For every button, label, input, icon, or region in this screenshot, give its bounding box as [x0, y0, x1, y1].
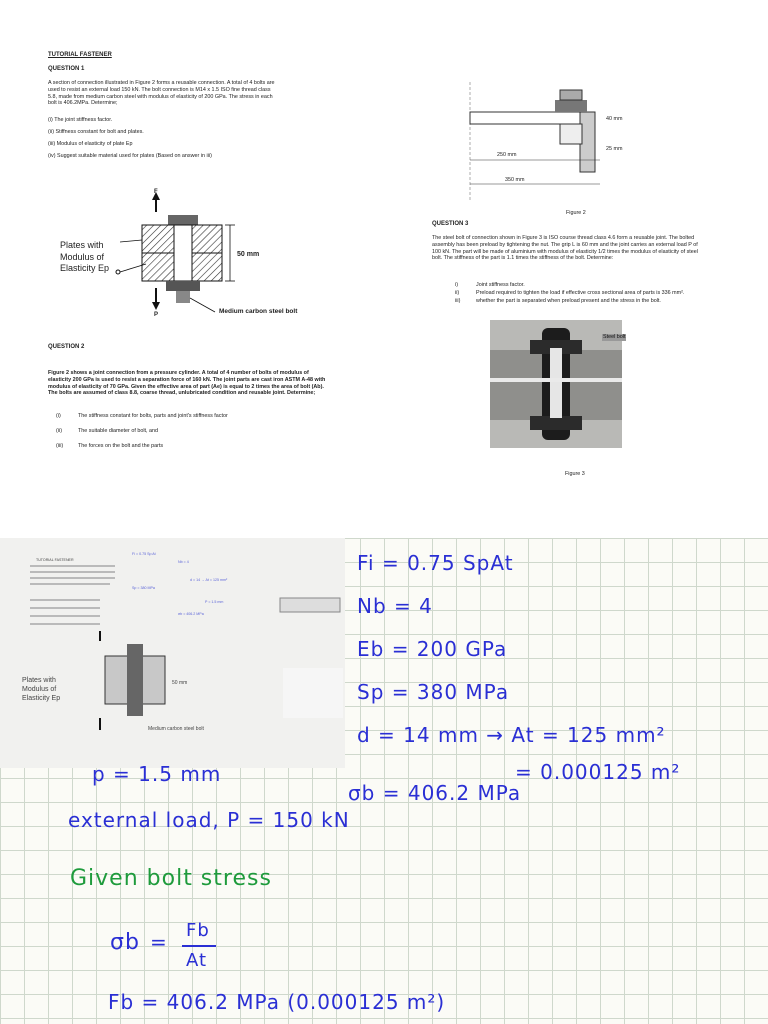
question-1-part: (iv) Suggest suitable material used for plates (Based on answer in iii) — [48, 153, 212, 159]
question-2-part-num: (ii) — [56, 428, 62, 434]
note-line-modulus: Eb = 200 GPa — [357, 637, 508, 661]
question-3-body: The steel bolt of connection shown in Figure 3 is ISO course thread class 4.6 form a reusable joint. The bolted assembly has been preload by tightening the nut. The grip L is 60 mm and the joint carries an external load P of 100 kN. The part will be made of aluminium with modulus of elasticity 1/2 times the modulus of elasticity of steel bolt. The stiffness of the part is 1.1 times the stiffness of the bolt. Determine: — [432, 235, 698, 262]
note-formula-equals: = — [150, 930, 168, 954]
photo-bolt-label: Medium carbon steel bolt — [148, 726, 204, 732]
question-2-heading: QUESTION 2 — [48, 344, 85, 350]
photo-annotation: P = 1.5 mm — [205, 600, 224, 604]
figure-1-bolt-label: Medium carbon steel bolt — [219, 308, 298, 315]
figure-1-force-top: F — [154, 189, 158, 195]
photo-annotation: Sp = 380 MPa — [132, 586, 155, 590]
note-line-proof-strength: Sp = 380 MPa — [357, 680, 510, 704]
figure-2-dimension: 25 mm — [606, 146, 623, 152]
note-line-area: = 0.000125 m² — [515, 760, 681, 784]
figure-2-diagram — [460, 82, 640, 202]
figure-1-plates-label: Plates with Modulus of Elasticity Ep — [60, 240, 110, 274]
photo-annotation: Nb = 4 — [178, 560, 189, 564]
question-2-body: Figure 2 shows a joint connection from a pressure cylinder. A total of 4 number of bolts of modulus of elasticity 200 GPa is used to resist a separation force of 160 kN. The joint parts are cast iron ASTM A-48 with modulus of elasticity of 70 GPa. Given the effective area of part (Ae) is equal to 2 times the area of bolt (Ab). The bolts are assumed of class 8.8, coarse thread, unlubricated condition and reusable joint. Determine; — [48, 370, 326, 397]
photo-plates-label: Plates with Modulus of Elasticity Ep — [22, 677, 61, 703]
question-2-part-text: The stiffness constant for bolts, parts and joint's stiffness factor — [78, 413, 228, 419]
question-3-part-num: i) — [455, 282, 458, 288]
question-1-body: A section of connection illustrated in Figure 2 forms a reusable connection. A total of 4 bolts are used to resist an external load 150 kN. The bolt connection is M14 x 1.5 ISO fine thread class 5.8, made from medium carbon steel with modulus of elasticity of 200 GPa. The stress in each bolt is 406.2MPa. Determine; — [48, 80, 275, 107]
worksheet-title: TUTORIAL FASTENER — [48, 52, 112, 58]
worksheet-photo — [0, 538, 345, 768]
question-3-part-text: Joint stiffness factor. — [476, 282, 525, 288]
question-1-heading: QUESTION 1 — [48, 66, 85, 72]
photo-annotation: Fi = 0.75 Sp At — [132, 552, 156, 556]
question-1-part: (iii) Modulus of elasticity of plate Ep — [48, 141, 133, 147]
figure-2-dimension: 350 mm — [505, 177, 525, 183]
photo-annotation: d = 14 → At = 125 mm² — [190, 578, 228, 582]
note-formula-denominator: At — [186, 950, 208, 971]
question-3-part-text: Preload required to tighten the load if effective cross sectional area of parts is 336 mm². — [476, 290, 685, 296]
note-line-preload: Fi = 0.75 SpAt — [357, 551, 514, 575]
note-formula-numerator: Fb — [186, 920, 210, 941]
figure-3-bolt-tag: Steel bolt — [603, 334, 626, 340]
figure-2-caption: Figure 2 — [566, 210, 586, 216]
note-line-diameter: d = 14 mm → At = 125 mm² — [357, 723, 666, 747]
note-formula-sigma: σb — [110, 930, 140, 955]
figure-1-force-bottom: P — [154, 312, 159, 318]
question-2-part-num: (i) — [56, 413, 61, 419]
question-3-part-num: iii) — [455, 298, 461, 304]
figure-1-dimension: 50 mm — [237, 251, 260, 258]
note-line-pitch: p = 1.5 mm — [92, 762, 222, 786]
note-line-external-load: external load, P = 150 kN — [68, 808, 350, 832]
question-3-heading: QUESTION 3 — [432, 221, 469, 227]
figure-2-dimension: 250 mm — [497, 152, 517, 158]
note-line-stress: σb = 406.2 MPa — [348, 781, 522, 805]
question-2-part-text: The forces on the bolt and the parts — [78, 443, 164, 449]
question-1-part: (i) The joint stiffness factor. — [48, 117, 113, 123]
figure-3-caption: Figure 3 — [565, 471, 585, 477]
question-2-part-num: (iii) — [56, 443, 64, 449]
note-formula-fraction-bar — [182, 945, 216, 947]
note-line-bolt-force: Fb = 406.2 MPa (0.000125 m²) — [108, 990, 446, 1014]
figure-2-dimension: 40 mm — [606, 116, 623, 122]
note-line-bolts: Nb = 4 — [357, 594, 433, 618]
question-3-part-num: ii) — [455, 290, 460, 296]
question-2-part-text: The suitable diameter of bolt, and — [78, 428, 159, 434]
photo-annotation: σb = 406.2 MPa — [178, 612, 204, 616]
note-heading-given-stress: Given bolt stress — [70, 866, 272, 891]
photo-annotation: TUTORIAL FASTENER — [36, 558, 74, 562]
question-1-part: (ii) Stiffness constant for bolt and plates. — [48, 129, 144, 135]
photo-dimension: 50 mm — [172, 680, 188, 686]
question-3-part-text: whether the part is separated when preload present and the stress in the bolt. — [476, 298, 661, 304]
